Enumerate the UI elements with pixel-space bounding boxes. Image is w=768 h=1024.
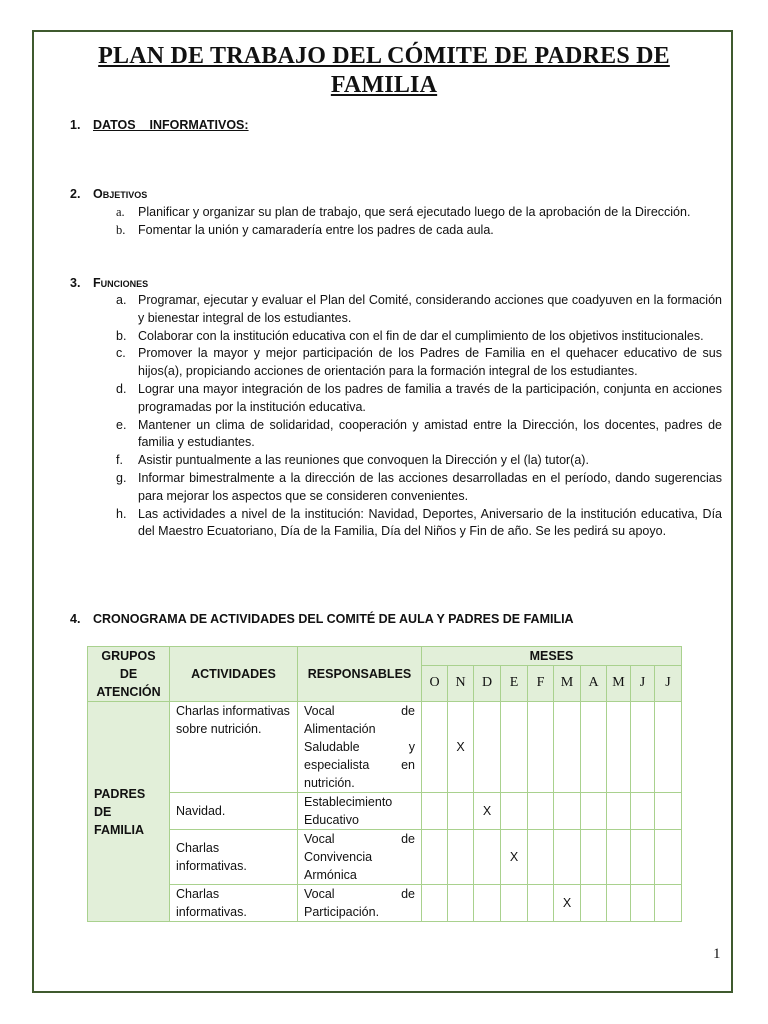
list-item (116, 204, 722, 222)
mark-cell: X (554, 885, 581, 922)
mark-cell: X (474, 793, 501, 830)
list-item (116, 381, 722, 417)
month-header: E (501, 665, 528, 701)
activity-cell: Navidad. (170, 793, 298, 830)
item-text: Asistir puntualmente a las reuniones que convoquen la Dirección y el (la) tutor(a). (138, 453, 589, 468)
table-row (88, 830, 682, 885)
table-row (88, 793, 682, 830)
month-header: O (422, 665, 448, 701)
list-item (116, 345, 722, 381)
item-text: Mantener un clima de solidaridad, cooperación y amistad entre la Dirección, los docentes, padres de familia y estudiantes. (138, 417, 722, 450)
activity-cell: Charlas informativas. (170, 830, 298, 885)
list-item (116, 417, 722, 453)
month-header: J (631, 665, 655, 701)
item-letter: f. (116, 453, 123, 468)
list-item (116, 292, 722, 328)
month-header: A (581, 665, 607, 701)
header-months: MESES (422, 647, 682, 666)
header-activities: ACTIVIDADES (170, 647, 298, 702)
month-header: D (474, 665, 501, 701)
responsible-cell: Vocal de Alimentación Saludable y especialista en nutrición. (298, 702, 422, 793)
item-letter: b. (116, 222, 126, 237)
month-header: J (655, 665, 682, 701)
month-header: N (448, 665, 474, 701)
section-number: 3. (70, 276, 81, 290)
item-letter: h. (116, 506, 127, 521)
list-item (116, 222, 722, 240)
item-text: Fomentar la unión y camaradería entre los padres de cada aula. (138, 222, 494, 237)
section-title: DATOS INFORMATIVOS: (93, 118, 249, 132)
section-funciones (70, 276, 148, 290)
item-letter: b. (116, 328, 127, 343)
table-row (88, 885, 682, 922)
month-header: F (528, 665, 554, 701)
item-text: Promover la mayor y mejor participación de los Padres de Familia en el quehacer educativo de sus hijos(a), propiciando acciones de orientación para la formación integral de los estudiantes. (138, 346, 722, 379)
item-letter: a. (116, 205, 125, 219)
table-row (88, 702, 682, 793)
item-letter: a. (116, 293, 127, 307)
month-header: M (554, 665, 581, 701)
section-number: 4. (70, 612, 81, 626)
functions-list (116, 292, 722, 541)
list-item (116, 328, 722, 346)
item-text: Planificar y organizar su plan de trabajo, que será ejecutado luego de la aprobación de la Dirección. (138, 205, 691, 219)
activity-cell: Charlas informativas. (170, 885, 298, 922)
document-title: PLAN DE TRABAJO DEL CÓMITE DE PADRES DE FAMILIA (98, 43, 670, 98)
list-item (116, 506, 722, 542)
item-text: Lograr una mayor integración de los padres de familia a través de la participación, conjunta en acciones programadas por la institución educativa. (138, 381, 722, 414)
section-datos-informativos (70, 118, 249, 132)
item-text: Programar, ejecutar y evaluar el Plan del Comité, considerando acciones que coadyuven en la formación y bienestar integral de los estudiantes. (138, 293, 722, 325)
responsible-cell: Vocal de Convivencia Armónica (298, 830, 422, 885)
header-groups: GRUPOS DE ATENCIÓN (88, 647, 170, 702)
table-header-row (88, 647, 682, 666)
section-cronograma (70, 612, 574, 626)
header-responsible: RESPONSABLES (298, 647, 422, 702)
section-title: CRONOGRAMA DE ACTIVIDADES DEL COMITÉ DE AULA Y PADRES DE FAMILIA (93, 612, 574, 626)
responsible-cell: Vocal de Participación. (298, 885, 422, 922)
item-text: Las actividades a nivel de la institución: Navidad, Deportes, Aniversario de la institución educativa, Día del Maestro Ecuatoriano, Día de la Familia, Día del Niños y Fin de año. Se les pedirá su apoyo. (138, 506, 722, 539)
item-letter: c. (116, 346, 126, 361)
section-number: 1. (70, 118, 81, 132)
activity-cell: Charlas informativas sobre nutrición. (170, 702, 298, 793)
section-objetivos (70, 187, 147, 201)
group-cell: PADRES DE FAMILIA (88, 702, 170, 922)
item-letter: e. (116, 417, 127, 432)
list-item (116, 470, 722, 506)
section-title: Objetivos (93, 187, 148, 201)
mark-cell: X (448, 702, 474, 793)
list-item (116, 452, 722, 470)
schedule-table (87, 646, 682, 922)
mark-cell: X (501, 830, 528, 885)
item-text: Informar bimestralmente a la dirección de las acciones desarrolladas en el período, dando sugerencias para mejorar los aspectos que se consideren convenientes. (138, 470, 722, 503)
section-title: Funciones (93, 276, 149, 290)
objectives-list (116, 204, 722, 240)
page-number: 1 (713, 946, 721, 962)
item-letter: d. (116, 381, 127, 396)
month-header: M (607, 665, 631, 701)
item-text: Colaborar con la institución educativa con el fin de dar el cumplimiento de los objetivos institucionales. (138, 328, 704, 343)
section-number: 2. (70, 187, 81, 201)
responsible-cell: Establecimiento Educativo (298, 793, 422, 830)
item-letter: g. (116, 470, 127, 485)
